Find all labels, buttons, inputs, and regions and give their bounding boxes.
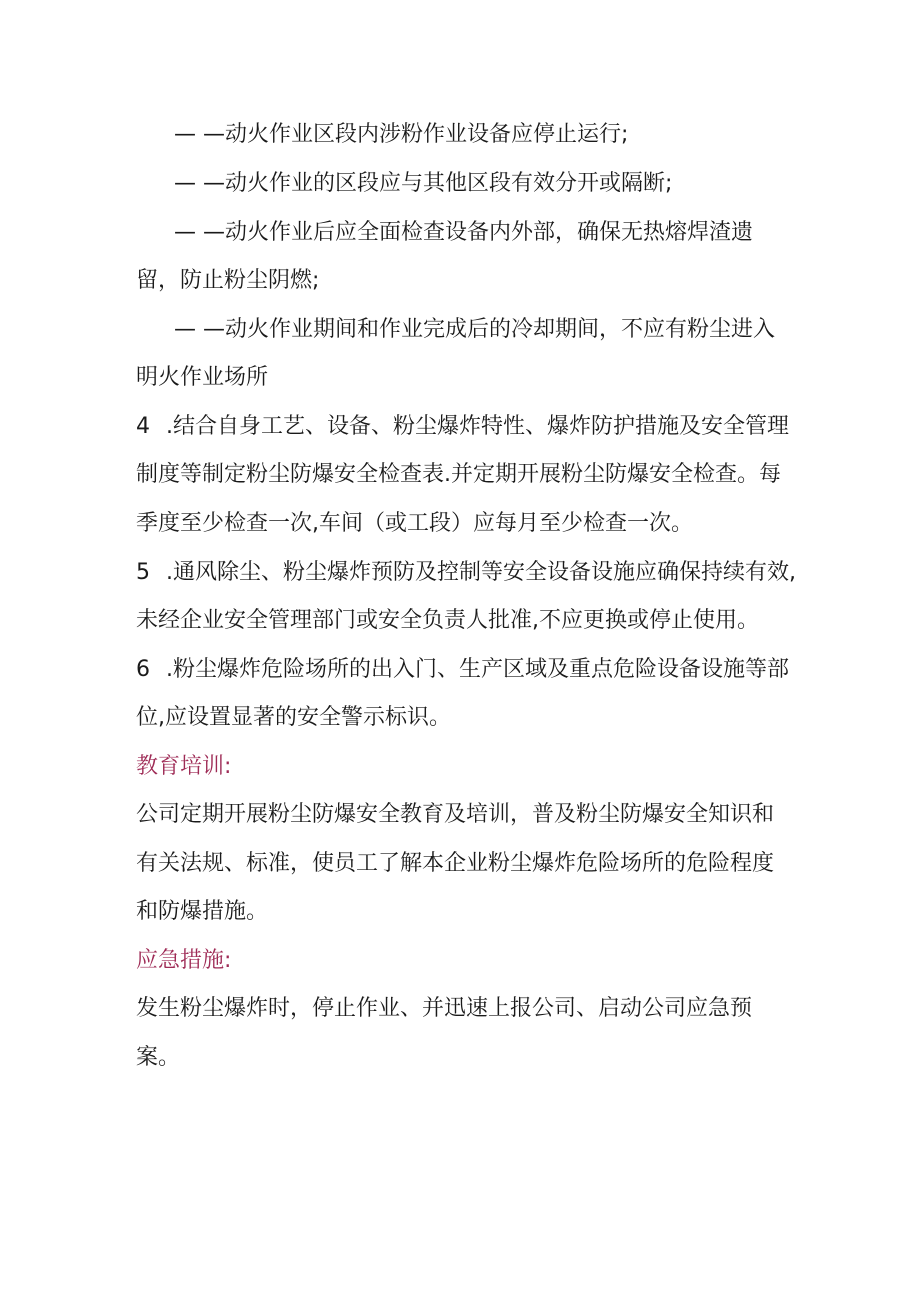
numbered-item-6 [136,655,789,685]
training-line-1: 公司定期开展粉尘防爆安全教育及培训，普及粉尘防爆安全知识和 [136,802,775,827]
numbered-item-5 [136,558,796,588]
dash-item-2: — —动火作业的区段应与其他区段有效分开或隔断; [174,171,673,196]
dash-item-3-continuation: 留，防止粉尘阴燃; [136,268,320,293]
section-heading-emergency: 应急措施: [136,948,232,973]
dash-item-4: — —动火作业期间和作业完成后的冷却期间，不应有粉尘进入 [174,317,775,342]
item-number: 6 [136,657,150,682]
dash-item-3: — —动火作业后应全面检查设备内外部，确保无热熔焊渣遗 [174,220,753,245]
emergency-line-1: 发生粉尘爆炸时，停止作业、并迅速上报公司、启动公司应急预 [136,996,753,1021]
section-heading-training: 教育培训: [136,754,232,779]
item-text: .结合自身工艺、设备、粉尘爆炸特性、爆炸防护措施及安全管理 [166,414,789,439]
dash-item-1: — —动火作业区段内涉粉作业设备应停止运行; [174,122,629,147]
dash-item-4-continuation: 明火作业场所 [136,365,269,390]
item-text: .通风除尘、粉尘爆炸预防及控制等安全设备设施应确保持续有效, [166,560,796,585]
item-number: 4 [136,414,150,439]
numbered-item-5-line-2: 未经企业安全管理部门或安全负责人批准,不应更换或停止使用。 [136,608,759,633]
item-text: .粉尘爆炸危险场所的出入门、生产区域及重点危险设备设施等部 [166,657,789,682]
training-line-2: 有关法规、标准，使员工了解本企业粉尘爆炸危险场所的危险程度 [136,851,775,876]
item-number: 5 [136,560,150,585]
emergency-line-2: 案。 [136,1045,181,1070]
training-line-3: 和防爆措施。 [136,899,269,924]
numbered-item-6-line-2: 位,应设置显著的安全警示标识。 [136,705,451,730]
numbered-item-4-line-3: 季度至少检查一次,车间（或工段）应每月至少检查一次。 [136,511,693,536]
numbered-item-4 [136,412,789,442]
numbered-item-4-line-2: 制度等制定粉尘防爆安全检查表.并定期开展粉尘防爆安全检查。每 [136,462,781,487]
